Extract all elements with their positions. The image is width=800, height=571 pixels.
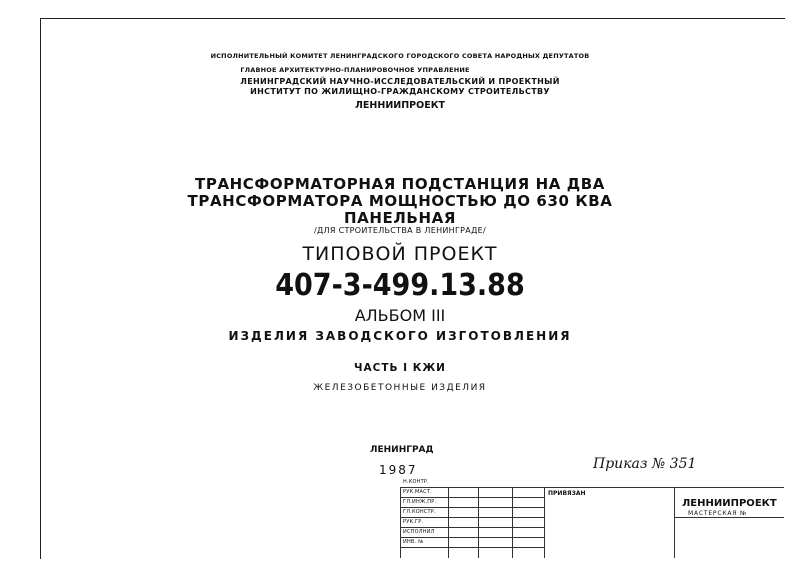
title-line1: ТРАНСФОРМАТОРНАЯ ПОДСТАНЦИЯ НА ДВА — [195, 175, 605, 193]
stamp-row-label: Н.КОНТР. — [403, 479, 429, 485]
year-label: 1987 — [379, 463, 418, 477]
header-research-institute-line2: ИНСТИТУТ ПО ЖИЛИЩНО-ГРАЖДАНСКОМУ СТРОИТЕЛЬСТВУ — [250, 87, 550, 96]
title-construction-note: /ДЛЯ СТРОИТЕЛЬСТВА В ЛЕНИНГРАДЕ/ — [314, 226, 486, 235]
stamp-row-label: ИСПОЛНИЛ — [403, 529, 435, 535]
title-block-stamp — [400, 479, 784, 558]
header-planning-department: ГЛАВНОЕ АРХИТЕКТУРНО-ПЛАНИРОВОЧНОЕ УПРАВЛЕНИЕ — [240, 66, 470, 74]
title-line3: ПАНЕЛЬНАЯ — [344, 209, 456, 227]
project-number: 407-3-499.13.88 — [275, 268, 525, 303]
header-executive-committee: ИСПОЛНИТЕЛЬНЫЙ КОМИТЕТ ЛЕНИНГРАДСКОГО ГОРОДСКОГО СОВЕТА НАРОДНЫХ ДЕПУТАТОВ — [210, 52, 590, 60]
stamp-attached-label: ПРИВЯЗАН — [548, 490, 586, 497]
order-handwritten: Приказ № 351 — [593, 456, 697, 472]
title-line2: ТРАНСФОРМАТОРА МОЩНОСТЬЮ ДО 630 КВА — [187, 192, 613, 210]
stamp-row-label: ИНВ. № — [403, 539, 424, 545]
stamp-row-label: РУК.МАСТ. — [403, 489, 432, 495]
stamp-row-label: ГЛ.ИНЖ.ПР. — [403, 499, 437, 505]
part-title: ЖЕЛЕЗОБЕТОННЫЕ ИЗДЕЛИЯ — [313, 383, 487, 393]
city-label: ЛЕНИНГРАД — [370, 445, 434, 455]
stamp-org-name: ЛЕННИИПРОЕКТ — [682, 498, 777, 509]
project-type-label: ТИПОВОЙ ПРОЕКТ — [302, 243, 498, 265]
album-label: АЛЬБОМ III — [354, 306, 446, 325]
stamp-row-label: ГЛ.КОНСТР. — [403, 509, 436, 515]
stamp-row-label: РУК.ГР. — [403, 519, 424, 525]
part-label: ЧАСТЬ I КЖИ — [354, 362, 446, 374]
header-institute-name: ЛЕННИИПРОЕКТ — [355, 100, 445, 111]
header-research-institute-line1: ЛЕНИНГРАДСКИЙ НАУЧНО-ИССЛЕДОВАТЕЛЬСКИЙ И ПРОЕКТНЫЙ — [240, 77, 560, 86]
stamp-workshop-label: МАСТЕРСКАЯ № — [688, 510, 748, 517]
album-title: ИЗДЕЛИЯ ЗАВОДСКОГО ИЗГОТОВЛЕНИЯ — [228, 329, 572, 343]
